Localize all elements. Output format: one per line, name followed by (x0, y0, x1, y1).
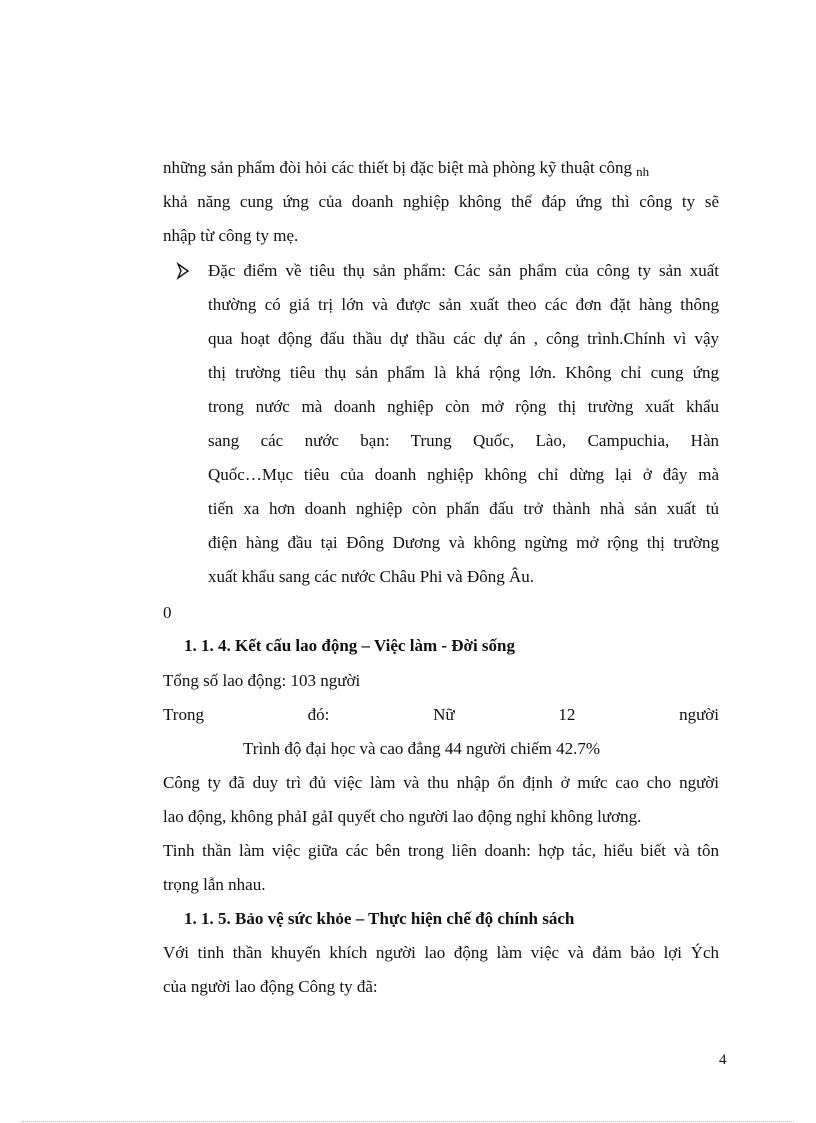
bullet-line: tiến xa hơn doanh nghiệp còn phấn đấu trở thành nhà sản xuất tủ (208, 499, 719, 518)
education-line: Trình độ đại học và cao đẳng 44 người chiếm 42.7% (243, 739, 601, 758)
bullet-line: thường có giá trị lớn và được sản xuất theo các đơn đặt hàng thông (208, 295, 719, 314)
bullet-line: Đặc điểm về tiêu thụ sản phẩm: Các sản phẩm của công ty sản xuất (208, 261, 719, 280)
para1-line-1-text: những sản phẩm đòi hỏi các thiết bị đặc biệt mà phòng kỹ thuật công (163, 158, 633, 177)
bullet-line: trong nước mà doanh nghiệp còn mở rộng thị trường xuất khẩu (208, 397, 719, 416)
bullet-line: thị trường tiêu thụ sản phẩm là khá rộng lớn. Không chỉ cung ứng (208, 363, 719, 382)
labor-para1-line-2: lao động, không phảI gảI quyết cho người lao động nghỉ không lương. (163, 807, 642, 826)
labor-para2-line-1: Tinh thần làm việc giữa các bên trong liên doanh: hợp tác, hiểu biết và tôn (163, 841, 719, 860)
labor-row (163, 704, 719, 726)
section-115-line-2: của người lao động Công ty đã: (163, 977, 378, 996)
section-115-line-1: Với tinh thần khuyến khích người lao động làm việc và đảm bảo lợi Ých (163, 943, 719, 962)
labor-row-cell: người (679, 705, 719, 724)
zero-mark: 0 (163, 603, 172, 622)
arrow-bullet-icon (176, 262, 190, 280)
labor-para1-line-1: Công ty đã duy trì đủ việc làm và thu nhập ổn định ở mức cao cho người (163, 773, 719, 792)
labor-row-cell: 12 (558, 705, 576, 724)
bullet-line: điện hàng đầu tại Đông Dương và không ngừng mở rộng thị trường (208, 533, 719, 552)
bullet-line: qua hoạt động đấu thầu dự thầu các dự án , công trình.Chính vì vậy (208, 329, 719, 348)
bullet-line: Quốc…Mục tiêu của doanh nghiệp không chỉ dừng lại ở đây mà (208, 465, 719, 484)
bullet-line: sang các nước bạn: Trung Quốc, Lào, Campuchia, Hàn (208, 431, 719, 450)
page-bottom-divider (22, 1121, 794, 1122)
section-heading-115: 1. 1. 5. Bảo vệ sức khỏe – Thực hiện chế độ chính sách (184, 909, 575, 928)
para1-line-2: khả năng cung ứng của doanh nghiệp không thể đáp ứng thì công ty sẽ (163, 192, 719, 211)
labor-row-cell: Trong (163, 705, 204, 724)
labor-row-cell: Nữ (433, 705, 455, 724)
para1-line-1-tail: nh (636, 164, 650, 179)
section-heading-114: 1. 1. 4. Kết cấu lao động – Việc làm - Đời sống (184, 636, 515, 655)
labor-row-cell: đó: (307, 705, 330, 724)
labor-para2-line-2: trọng lẫn nhau. (163, 875, 266, 894)
para1-line-1 (163, 157, 649, 180)
labor-total: Tổng số lao động: 103 người (163, 671, 361, 690)
para1-line-3: nhập từ công ty mẹ. (163, 226, 299, 245)
page-number: 4 (719, 1052, 727, 1068)
bullet-line: xuất khẩu sang các nước Châu Phi và Đông Âu. (208, 567, 535, 586)
